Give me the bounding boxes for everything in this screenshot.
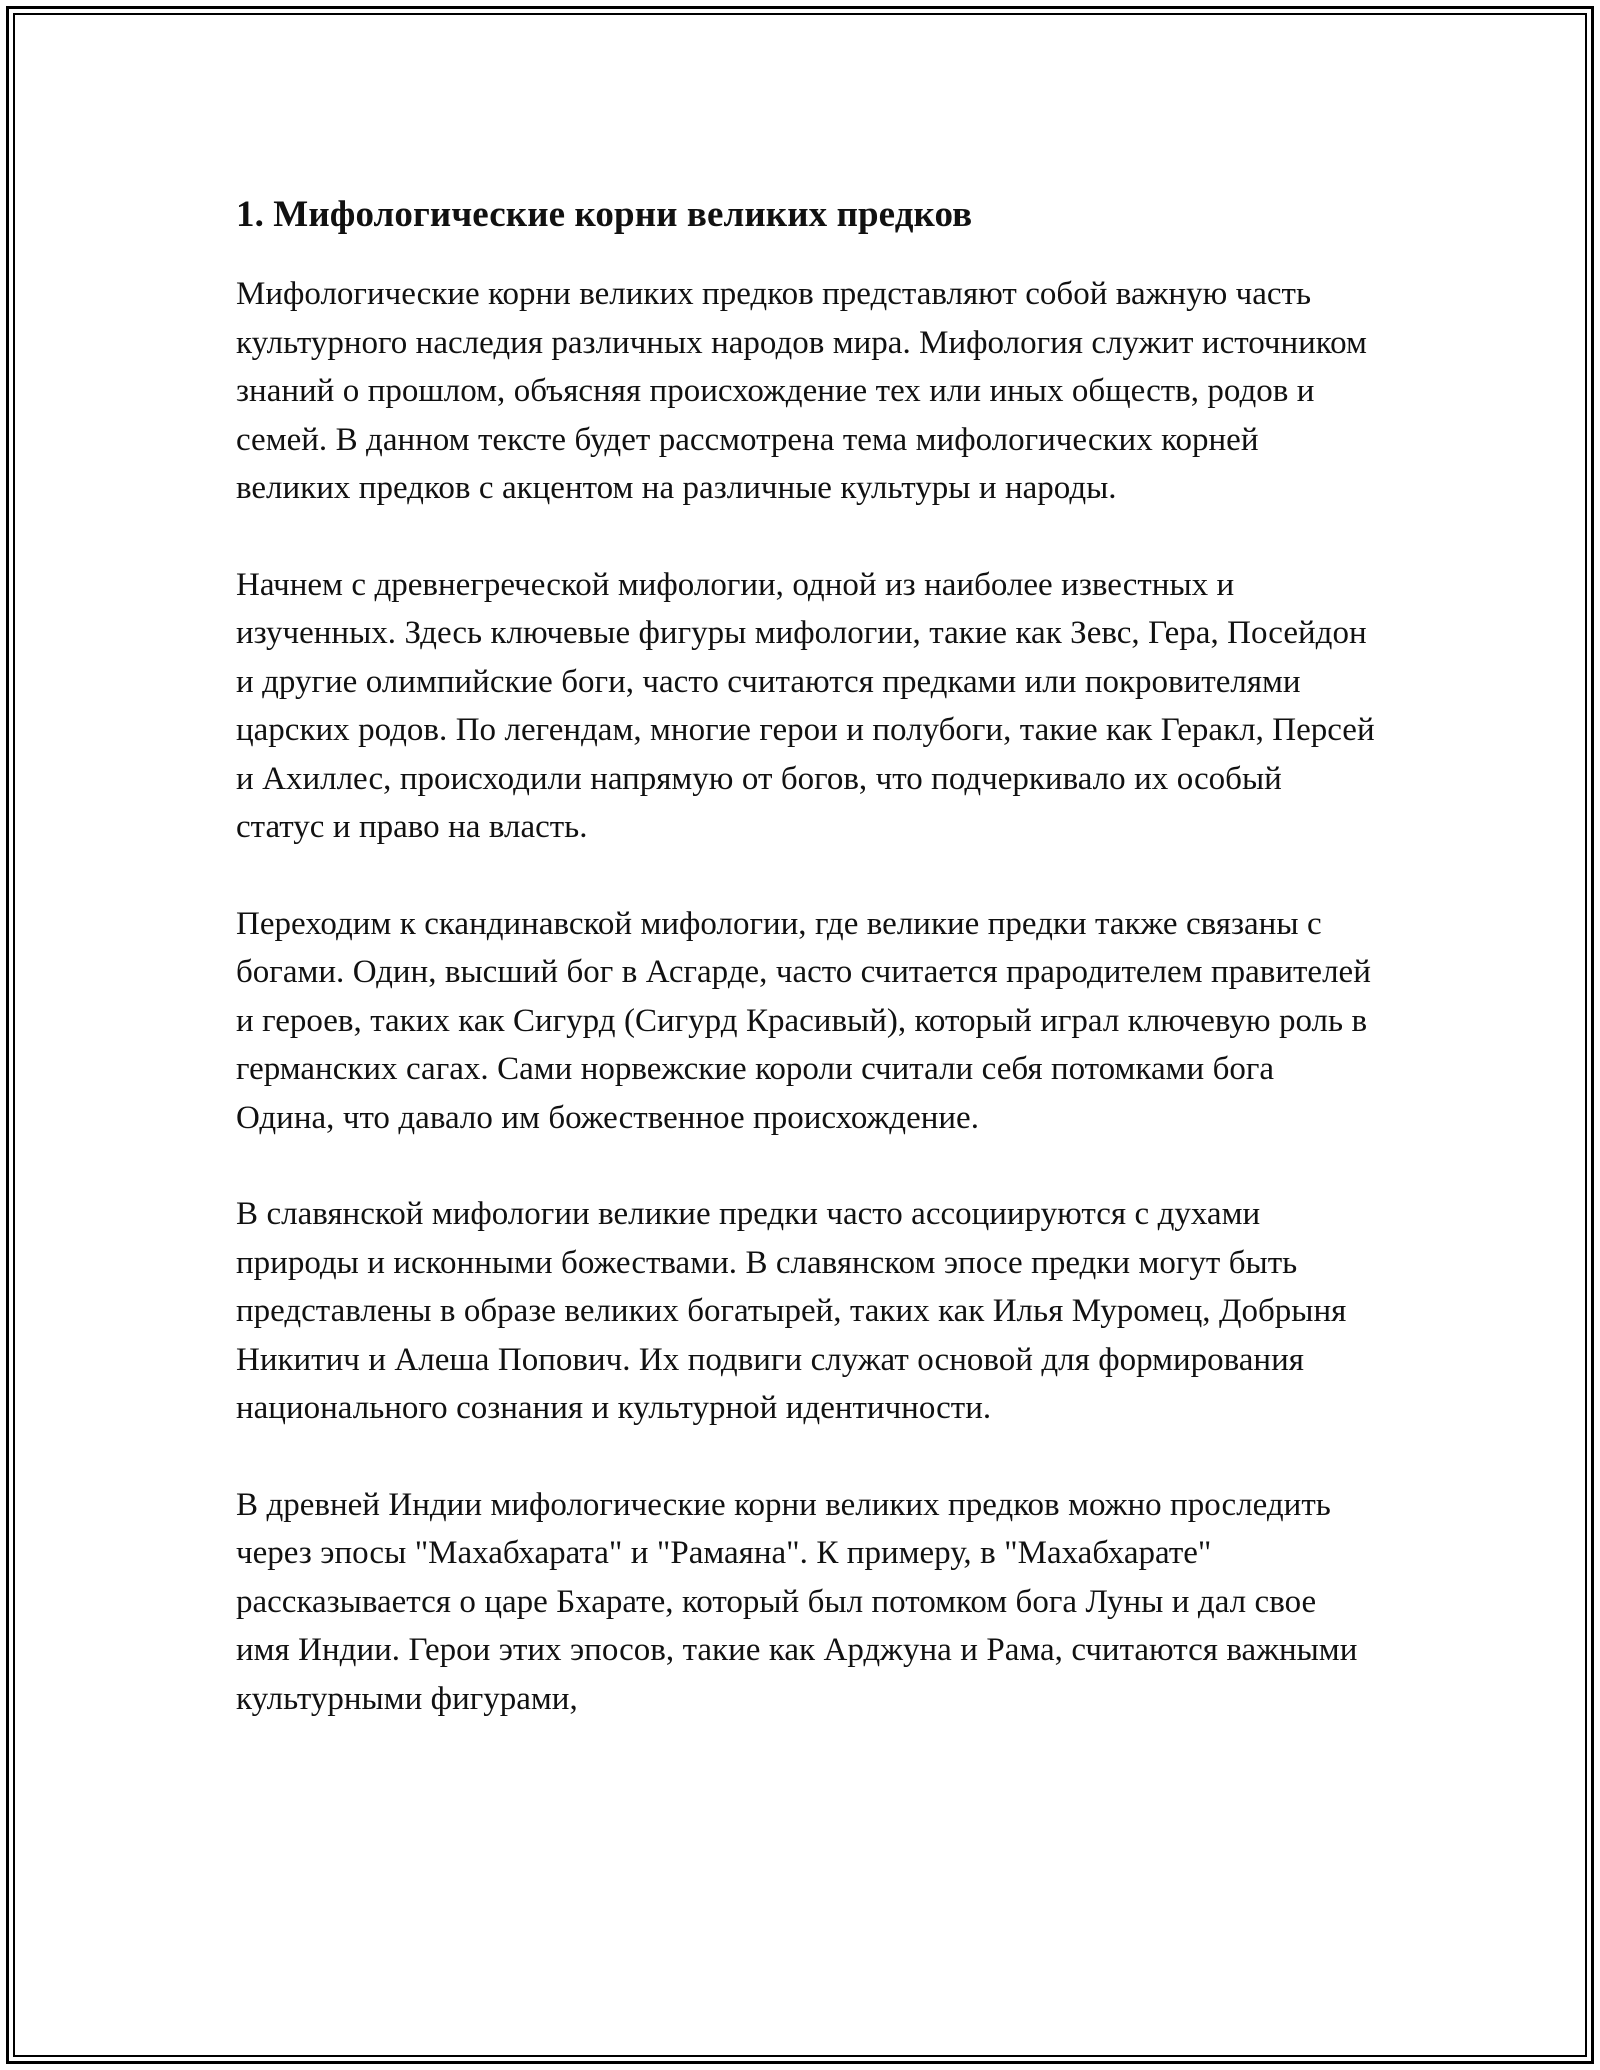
paragraph-greek-mythology: Начнем с древнегреческой мифологии, одной из наиболее известных и изученных. Здесь ключевые фигуры мифологии, такие как Зевс, Гера, Посейдон и другие олимпийские боги, часто считаются предками или покровителями царских родов. По легендам, многие герои и полубоги, такие как Геракл, Персей и Ахиллес, происходили напрямую от богов, что подчеркивало их особый статус и право на власть. xyxy=(236,566,1375,845)
paragraph-slavic-mythology: В славянской мифологии великие предки часто ассоциируются с духами природы и исконными божествами. В славянском эпосе предки могут быть представлены в образе великих богатырей, таких как Илья Муромец, Добрыня Никитич и Алеша Попович. Их подвиги служат основой для формирования национального сознания и культурной идентичности. xyxy=(236,1196,1347,1426)
paragraph-scandinavian-mythology: Переходим к скандинавской мифологии, где великие предки также связаны с богами. Один, высший бог в Асгарде, часто считается прародителем правителей и героев, таких как Сигурд (Сигурд Красивый), который играл ключевую роль в германских сагах. Сами норвежские короли считали себя потомками бога Одина, что давало им божественное происхождение. xyxy=(236,905,1371,1136)
section-heading: 1. Мифологические корни великих предков xyxy=(236,194,973,235)
paragraph-intro: Мифологические корни великих предков представляют собой важную часть культурного наследия различных народов мира. Мифология служит источником знаний о прошлом, объясняя происхождение тех или иных обществ, родов и семей. В данном тексте будет рассмотрена тема мифологических корней великих предков с акцентом на различные культуры и народы. xyxy=(236,276,1367,506)
document-body xyxy=(236,182,1376,1723)
paragraph-indian-mythology: В древней Индии мифологические корни великих предков можно проследить через эпосы "Махабхарата" и "Рамаяна". К примеру, в "Махабхарате" рассказывается о царе Бхарате, который был потомком бога Луны и дал свое имя Индии. Герои этих эпосов, такие как Арджуна и Рама, считаются важными культурными фигурами, xyxy=(236,1486,1358,1717)
